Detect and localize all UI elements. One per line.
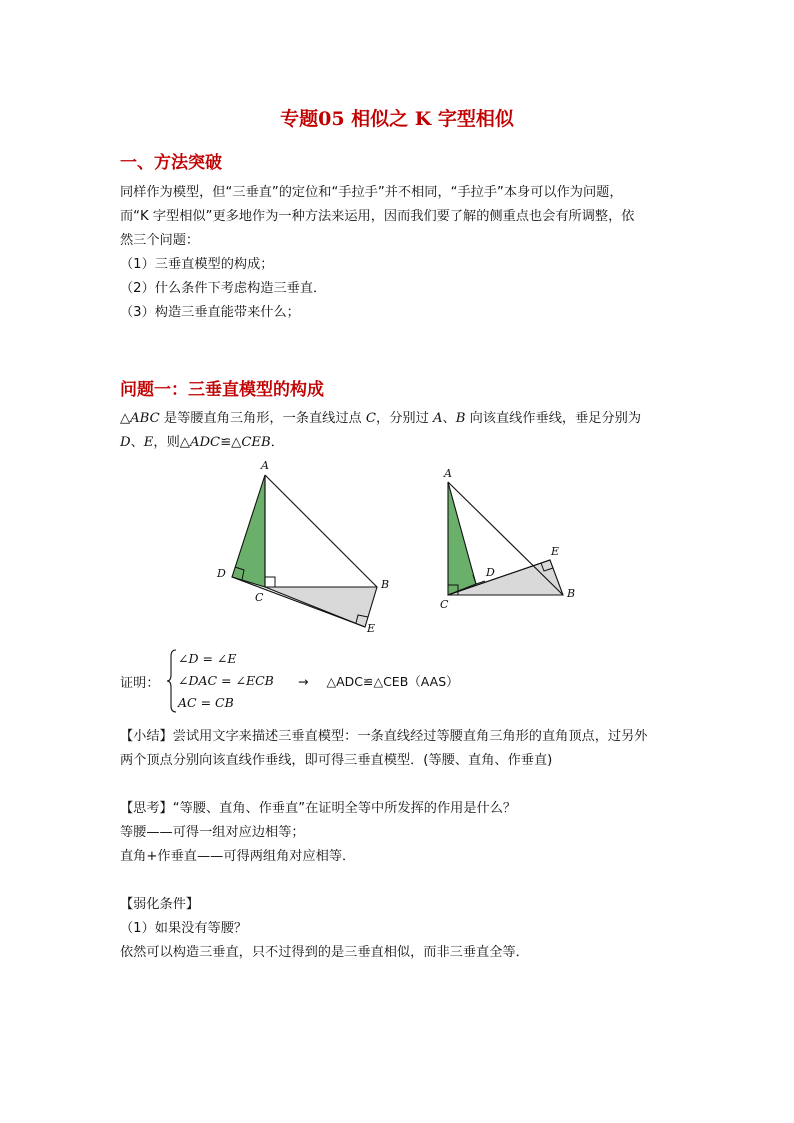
left-brace — [166, 648, 178, 714]
weaken-answer: 依然可以构造三垂直，只不过得到的是三垂直相似，而非三垂直全等． — [120, 945, 529, 960]
think-line: 直角+作垂直——可得两组角对应相等． — [120, 849, 356, 864]
label-e: E — [367, 622, 376, 635]
label-a: A — [261, 459, 269, 472]
section-heading-question1: 问题一：三垂直模型的构成 — [120, 380, 324, 400]
label-d: D — [486, 566, 495, 579]
label-a: A — [444, 467, 452, 480]
section-heading-method: 一、方法突破 — [120, 153, 222, 173]
proof-line-angle-d-e: ∠D = ∠E — [178, 651, 237, 666]
page-title: 专题05 相似之 K 字型相似 — [280, 108, 514, 130]
summary-line: 【小结】尝试用文字来描述三垂直模型：一条直线经过等腰直角三角形的直角顶点，过另外 — [120, 729, 648, 744]
description-line: △ABC 是等腰直角三角形，一条直线过点 C，分别过 A、B 向该直线作垂线，垂足分别为 — [120, 411, 642, 426]
conclusion-text: △ADC≌△CEB（AAS） — [326, 674, 459, 689]
proof-line-angle-dac-ecb: ∠DAC = ∠ECB — [178, 673, 274, 688]
proof-line-ac-cb: AC = CB — [178, 695, 234, 710]
weaken-question: （1）如果没有等腰？ — [120, 921, 248, 936]
list-item: （1）三垂直模型的构成； — [120, 257, 274, 272]
figure-three-perpendicular-2 — [430, 462, 590, 612]
paragraph-line: 而“K 字型相似”更多地作为一种方法来运用，因而我们要了解的侧重点也会有所调整，依 — [120, 209, 635, 224]
segment-ab — [265, 475, 377, 587]
label-b: B — [381, 578, 390, 591]
summary-line: 两个顶点分别向该直线作垂线，即可得三垂直模型．(等腰、直角、作垂直) — [120, 753, 553, 768]
list-item: （3）构造三垂直能带来什么； — [120, 305, 300, 320]
label-e: E — [551, 545, 560, 558]
triangle-adc — [448, 482, 476, 595]
proof-label: 证明： — [120, 676, 160, 691]
label-c: C — [440, 598, 449, 611]
think-line: 【思考】“等腰、直角、作垂直”在证明全等中所发挥的作用是什么？ — [120, 801, 517, 816]
weaken-heading: 【弱化条件】 — [120, 897, 200, 912]
think-line: 等腰——可得一组对应边相等； — [120, 825, 305, 840]
right-angle-mark-c — [265, 577, 275, 587]
label-b: B — [567, 587, 576, 600]
paragraph-line: 然三个问题： — [120, 233, 200, 248]
label-d: D — [217, 567, 226, 580]
figure-three-perpendicular-1 — [205, 455, 395, 640]
arrow-icon: → — [298, 674, 309, 689]
description-line: D、E，则△ADC≌△CEB． — [120, 435, 284, 450]
triangle-adc — [232, 475, 265, 587]
proof-block — [120, 648, 540, 714]
list-item: （2）什么条件下考虑构造三垂直． — [120, 281, 327, 296]
paragraph-line: 同样作为模型，但“三垂直”的定位和“手拉手”并不相同，“手拉手”本身可以作为问题， — [120, 185, 623, 200]
proof-conclusion — [298, 672, 459, 690]
triangle-ceb — [265, 587, 377, 627]
label-c: C — [255, 591, 264, 604]
